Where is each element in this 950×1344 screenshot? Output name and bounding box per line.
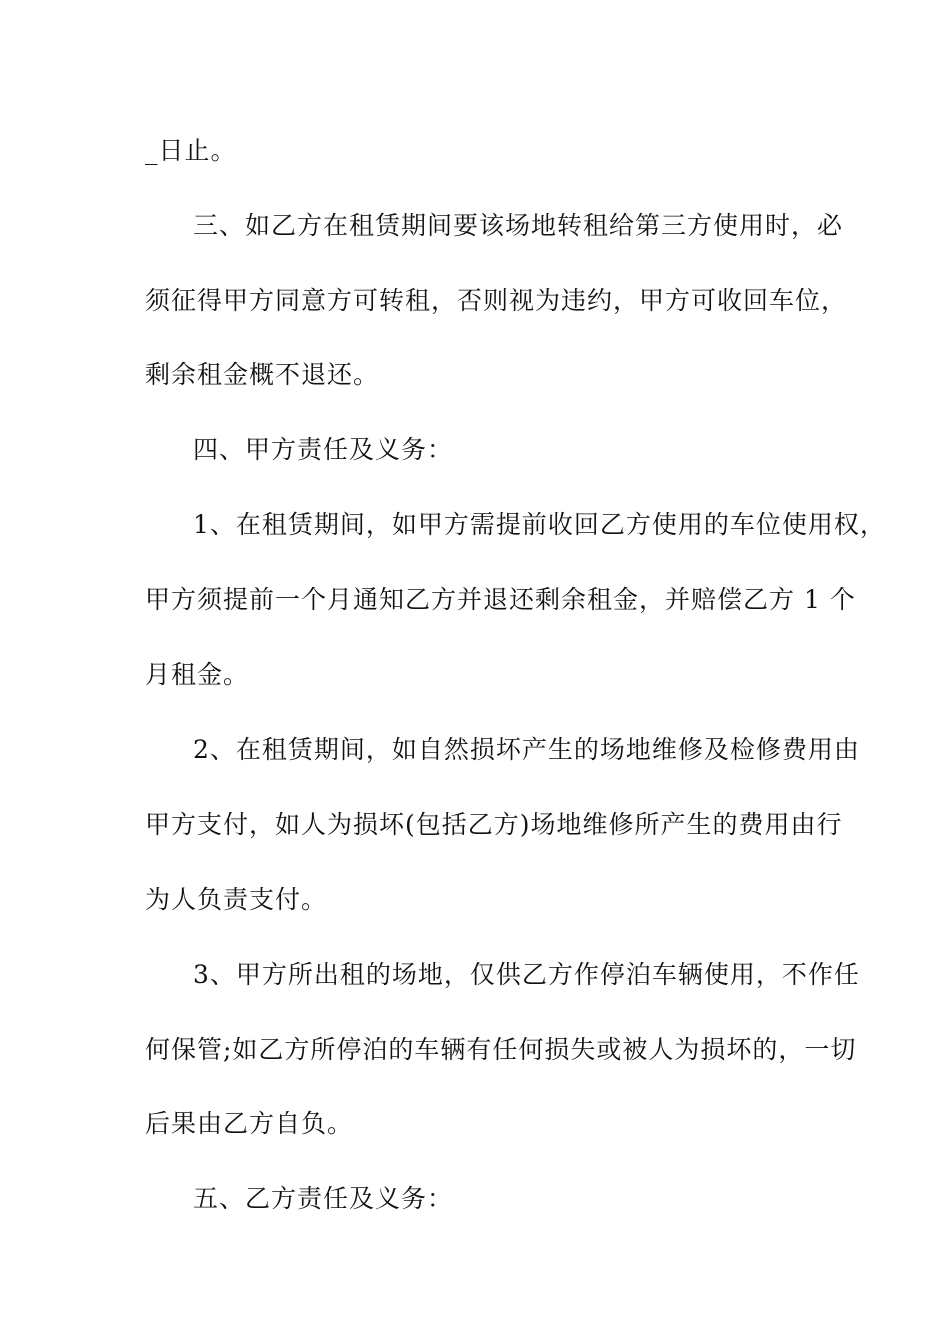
- text-line: 甲方须提前一个月通知乙方并退还剩余租金，并赔偿乙方 1 个: [145, 585, 856, 614]
- text-line: 后果由乙方自负。: [145, 1109, 354, 1138]
- clause-2-line: 2、在租赁期间，如自然损坏产生的场地维修及检修费用由: [193, 735, 860, 764]
- section-five-heading: 五、乙方责任及义务：: [193, 1184, 454, 1213]
- text-line: 剩余租金概不退还。: [145, 360, 380, 389]
- text-line: 何保管;如乙方所停泊的车辆有任何损失或被人为损坏的，一切: [145, 1035, 857, 1064]
- text-line: _日止。: [145, 136, 237, 165]
- section-three-heading-line: 三、如乙方在租赁期间要该场地转租给第三方使用时，必: [193, 211, 844, 240]
- clause-3-line: 3、甲方所出租的场地，仅供乙方作停泊车辆使用，不作任: [193, 960, 860, 989]
- text-line: 须征得甲方同意方可转租，否则视为违约，甲方可收回车位，: [145, 286, 848, 315]
- text-line: 甲方支付，如人为损坏(包括乙方)场地维修所产生的费用由行: [145, 810, 843, 839]
- text-line: 为人负责支付。: [145, 885, 328, 914]
- text-line: 月租金。: [145, 660, 250, 689]
- clause-1-line: 1、在租赁期间，如甲方需提前收回乙方使用的车位使用权，: [193, 510, 886, 539]
- section-four-heading: 四、甲方责任及义务：: [193, 435, 454, 464]
